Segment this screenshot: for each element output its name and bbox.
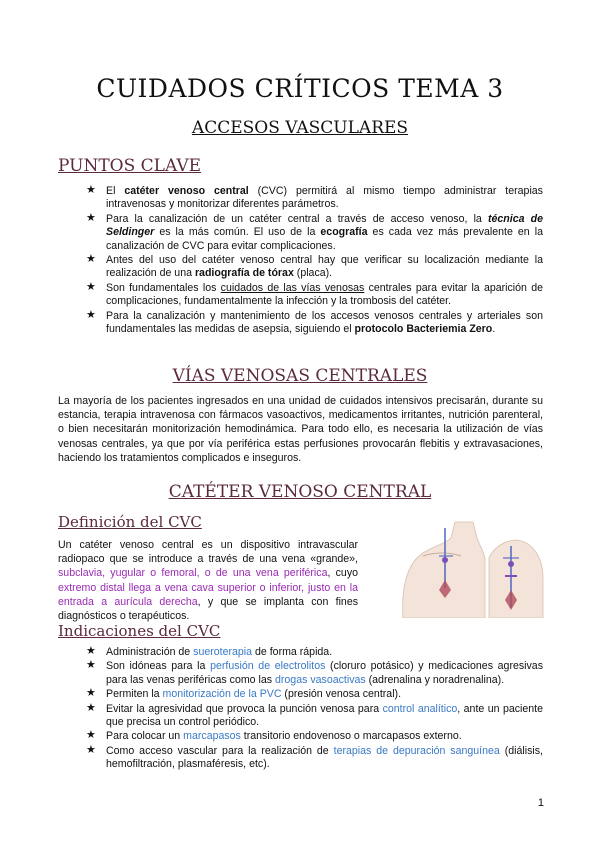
vias-venosas-paragraph: La mayoría de los pacientes ingresados en una unidad de cuidados intensivos precisarán, durante su estancia, terapia intravenosa con fármacos vasoactivos, medicamentos irritantes, nutrición parenteral, o bien necesitarán monitorización hemodinámica. Para todo ello, es necesaria la utilización de vías venosas centrales, ya que por vía periférica estas perfusiones provocarán flebitis y extravasaciones, haciendo los tratamientos complicados e inseguros.	[58, 395, 543, 464]
page-number: 1	[537, 797, 544, 809]
star-bullet-icon: ★	[86, 211, 96, 224]
list-item: ★ Permiten la monitorización de la PVC (presión venosa central).	[86, 687, 402, 701]
list-item: ★ Como acceso vascular para la realización de terapias de depuración sanguínea (diálisis, hemofiltración, plasmaféresis, etc).	[86, 743, 543, 771]
indicaciones-heading: Indicaciones del CVC	[58, 622, 221, 640]
list-item: ★ Para la canalización de un catéter central a través de acceso venoso, la técnica de Seldinger es la más común. El uso de la ecografía es cada vez más prevalente en la canalización de CVC para evitar complicaciones.	[86, 211, 543, 252]
star-bullet-icon: ★	[86, 659, 96, 672]
star-bullet-icon: ★	[86, 253, 96, 266]
puntos-clave-heading: PUNTOS CLAVE	[58, 156, 202, 176]
document-title: CUIDADOS CRÍTICOS TEMA 3	[96, 74, 504, 103]
star-bullet-icon: ★	[86, 645, 96, 657]
list-item: ★ Evitar la agresividad que provoca la punción venosa para control analítico, ante un paciente que precisa un control periódico.	[86, 701, 544, 729]
list-item: ★ Para la canalización y mantenimiento de los accesos venosos centrales y arteriales son fundamentales las medidas de asepsia, siguiendo el protocolo Bacteriemia Zero.	[86, 308, 543, 336]
list-item: ★ El catéter venoso central (CVC) permitirá al mismo tiempo administrar terapias intravenosas y monitorizar diferentes parámetros.	[86, 184, 543, 211]
vias-venosas-heading: VÍAS VENOSAS CENTRALES	[172, 366, 428, 386]
puntos-clave-list	[86, 185, 543, 337]
document-subtitle: ACCESOS VASCULARES	[191, 118, 409, 138]
star-bullet-icon: ★	[86, 308, 96, 321]
star-bullet-icon: ★	[86, 184, 96, 196]
definicion-paragraph: Un catéter venoso central es un dispositivo intravascular radiopaco que se introduce a través de una vena «grande», subclavia, yugular o femoral, o de una vena periférica, cuyo extremo distal llega a vena cava superior o inferior, justo en la entrada a aurícula derecha, y que se implanta con fines diagnósticos o terapéuticos.	[58, 539, 359, 623]
star-bullet-icon: ★	[86, 743, 96, 756]
list-item: ★ Son idóneas para la perfusión de electrolitos (cloruro potásico) y medicaciones agresivas para las venas periféricas como las drogas vasoactivas (adrenalina y noradrenalina).	[86, 659, 543, 686]
star-bullet-icon: ★	[86, 280, 96, 293]
indicaciones-list	[86, 646, 543, 773]
list-item: ★ Administración de sueroterapia de forma rápida.	[86, 645, 333, 658]
star-bullet-icon: ★	[86, 687, 96, 700]
star-bullet-icon: ★	[86, 729, 96, 742]
list-item: ★ Son fundamentales los cuidados de las vías venosas centrales para evitar la aparición de complicaciones, fundamentalmente la infección y la trombosis del catéter.	[86, 280, 543, 308]
cvc-anatomy-illustration	[393, 518, 545, 618]
list-item: ★ Antes del uso del catéter venoso central hay que verificar su localización mediante la realización de una radiografía de tórax (placa).	[86, 253, 543, 280]
definicion-heading: Definición del CVC	[58, 513, 202, 531]
star-bullet-icon: ★	[86, 701, 96, 714]
list-item: ★ Para colocar un marcapasos transitorio endovenoso o marcapasos externo.	[86, 729, 462, 743]
cvc-heading: CATÉTER VENOSO CENTRAL	[168, 482, 432, 502]
